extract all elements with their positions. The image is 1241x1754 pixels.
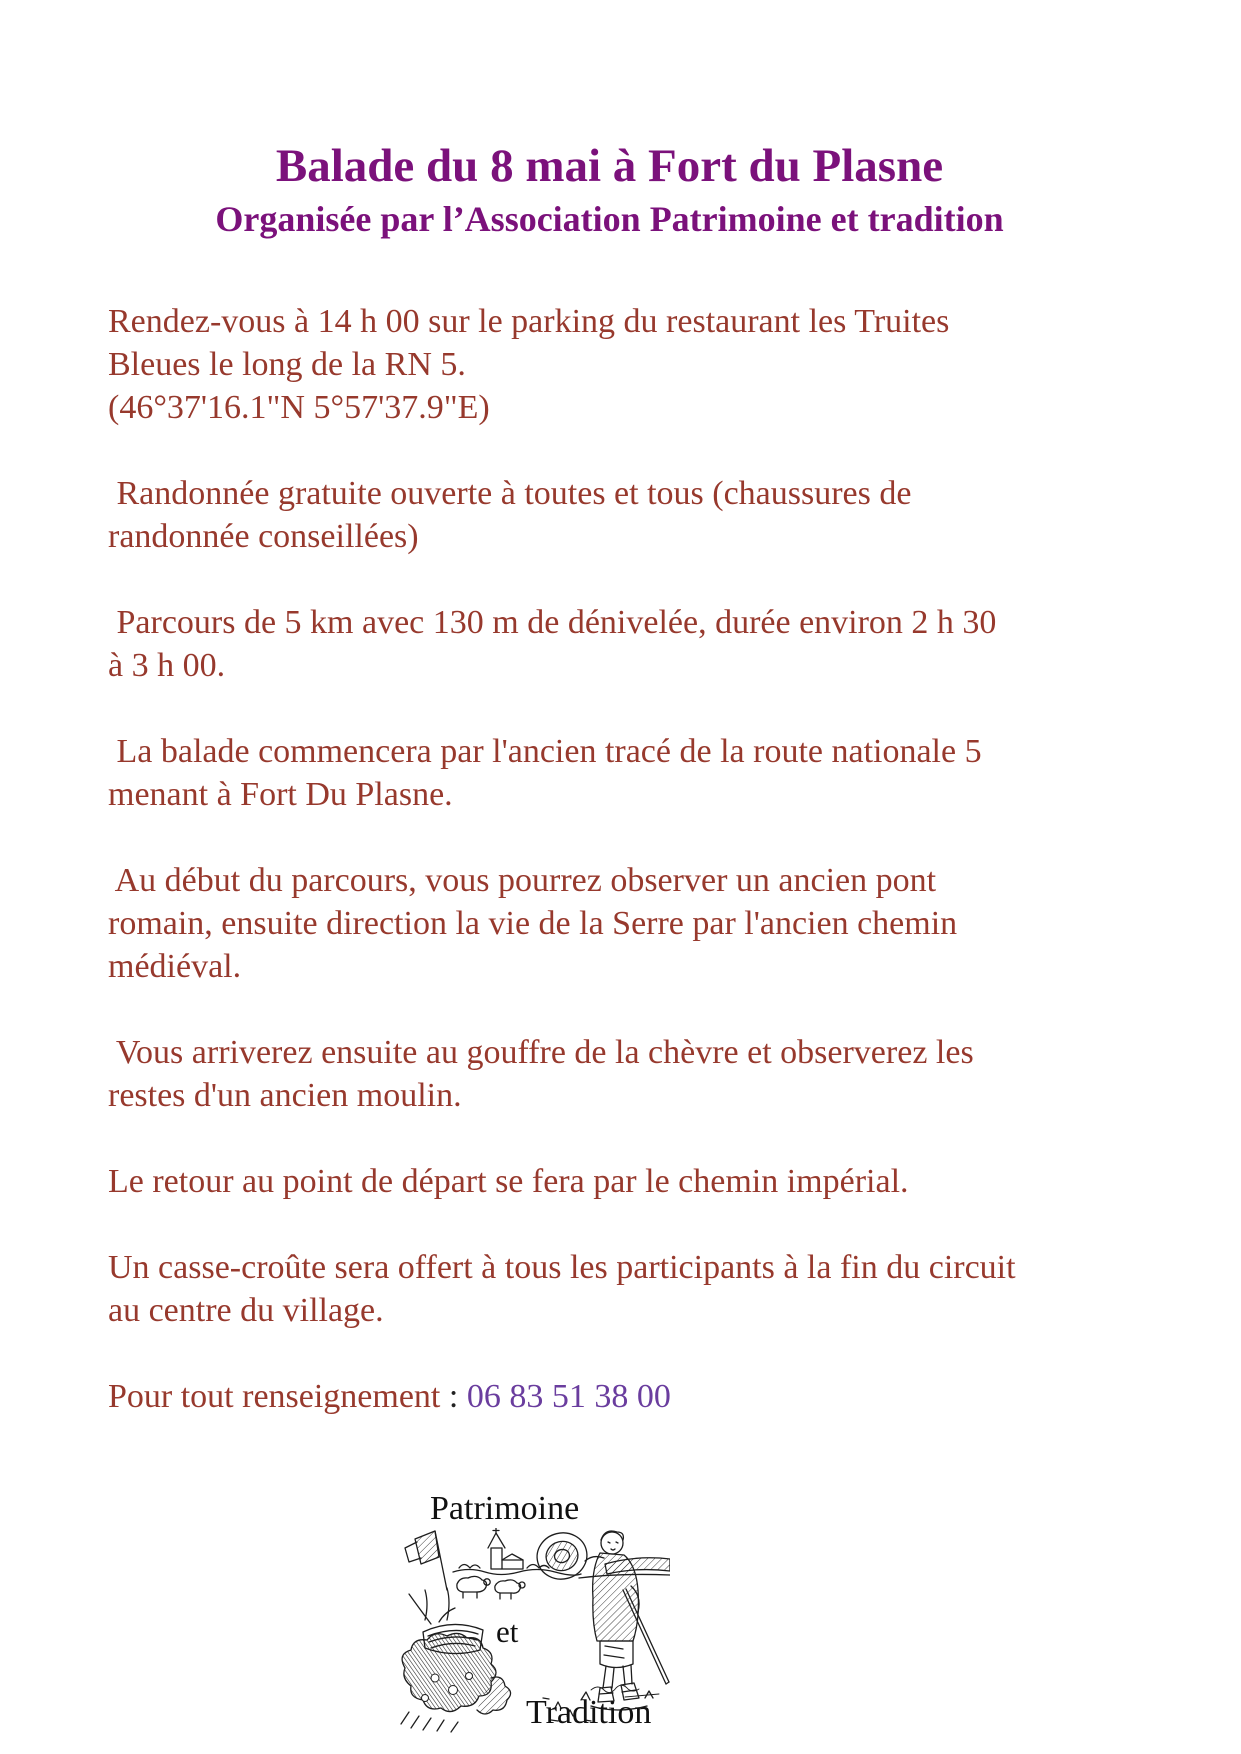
text-line: La balade commencera par l'ancien tracé de la route nationale 5 [108, 733, 982, 770]
text-line: Bleues le long de la RN 5. [108, 346, 466, 383]
text-line: Un casse-croûte sera offert à tous les participants à la fin du circuit [108, 1249, 1016, 1286]
contact-label: Pour tout renseignement [108, 1378, 441, 1415]
text-line: menant à Fort Du Plasne. [108, 776, 453, 813]
text-line: randonnée conseillées) [108, 518, 419, 555]
body-text [108, 300, 1168, 1418]
paragraph-debut-parcours [108, 859, 1168, 988]
text-line: Au début du parcours, vous pourrez observer un ancien pont [108, 862, 937, 899]
text-line: Vous arriverez ensuite au gouffre de la chèvre et observerez les [108, 1034, 974, 1071]
page-title: Balade du 8 mai à Fort du Plasne [275, 140, 944, 192]
text-line: Rendez-vous à 14 h 00 sur le parking du restaurant les Truites [108, 303, 950, 340]
page-subtitle: Organisée par l’Association Patrimoine et tradition [215, 199, 1004, 239]
contact-separator: : [440, 1378, 467, 1415]
logo-text-et: et [496, 1614, 519, 1649]
contact-line [108, 1375, 1168, 1418]
text-line: Le retour au point de départ se fera par le chemin impérial. [108, 1163, 909, 1200]
text-line: romain, ensuite direction la vie de la Serre par l'ancien chemin [108, 905, 958, 942]
text-line: restes d'un ancien moulin. [108, 1077, 462, 1114]
paragraph-rendezvous [108, 300, 1168, 429]
phone-number-link[interactable]: 06 83 51 38 00 [466, 1378, 671, 1415]
logo-text-tradition: Tradition [526, 1694, 652, 1731]
text-line: médiéval. [108, 948, 242, 985]
gps-coordinates: (46°37'16.1"N 5°57'37.9"E) [108, 389, 490, 426]
association-logo [388, 1490, 680, 1750]
text-line: Parcours de 5 km avec 130 m de dénivelée, durée environ 2 h 30 [108, 604, 997, 641]
paragraph-retour [108, 1160, 1168, 1203]
paragraph-gouffre [108, 1031, 1168, 1117]
text-line: Randonnée gratuite ouverte à toutes et tous (chaussures de [108, 475, 912, 512]
paragraph-randonnee-gratuite [108, 472, 1168, 558]
paragraph-balade-commencera [108, 730, 1168, 816]
paragraph-casse-croute [108, 1246, 1168, 1332]
logo-text-patrimoine: Patrimoine [430, 1490, 580, 1527]
paragraph-parcours [108, 601, 1168, 687]
text-line: à 3 h 00. [108, 647, 226, 684]
text-line: au centre du village. [108, 1292, 384, 1329]
